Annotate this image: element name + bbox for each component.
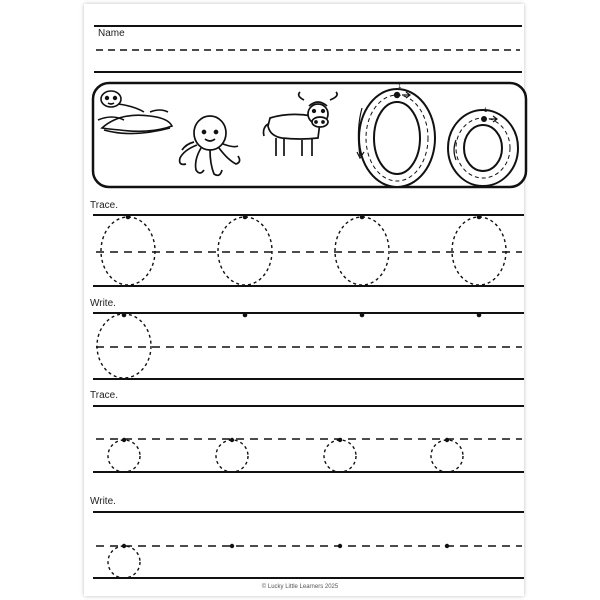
section-label-write-lower: Write. [90, 496, 116, 507]
write-lowercase-rows [93, 512, 524, 578]
copyright-footer: © Lucky Little Learners 2025 [261, 584, 339, 590]
name-label: Name [98, 28, 125, 39]
svg-text:1: 1 [484, 108, 488, 114]
lowercase-model-letter [448, 108, 518, 186]
trace-uppercase-rows [93, 215, 524, 286]
write-uppercase-example [97, 314, 151, 378]
section-label-trace-upper: Trace. [90, 200, 118, 211]
svg-text:1: 1 [398, 84, 402, 90]
name-lines [94, 26, 522, 72]
trace-lowercase-rows [93, 406, 524, 472]
section-label-trace-lower: Trace. [90, 390, 118, 401]
write-lowercase-example [108, 546, 140, 578]
write-uppercase-rows [93, 313, 524, 379]
section-label-write-upper: Write. [90, 298, 116, 309]
trace-lowercase-letters [108, 440, 463, 472]
trace-uppercase-letters [101, 217, 506, 285]
